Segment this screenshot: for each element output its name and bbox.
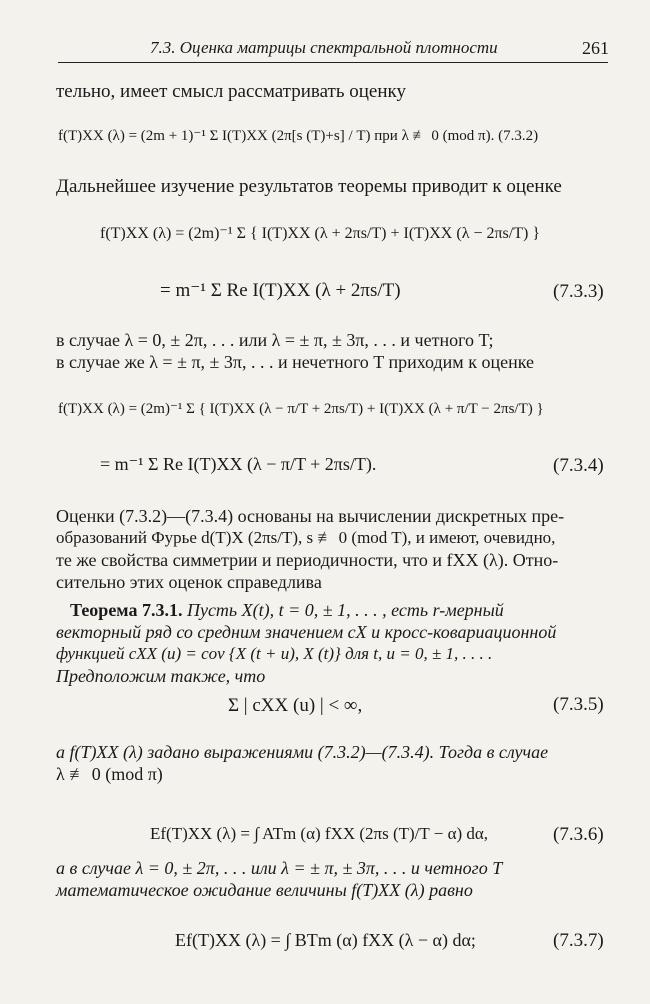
running-title: 7.3. Оценка матрицы спектральной плотности	[150, 38, 498, 57]
equation-number: (7.3.4)	[553, 455, 604, 476]
paragraph-line: а f(T)XX (λ) задано выражениями (7.3.2)—(7.3.4). Тогда в случае	[56, 742, 549, 762]
theorem-line: векторный ряд со средним значением cX и кросс-ковариационной	[56, 622, 557, 642]
theorem-title: Теорема 7.3.1.	[70, 600, 183, 620]
paragraph-line: а в случае λ = 0, ± 2π, . . . или λ = ± π, ± 3π, . . . и четного T	[56, 858, 503, 878]
paragraph-line: математическое ожидание величины f(T)XX (λ) равно	[56, 880, 473, 900]
theorem-line: Предположим также, что	[56, 666, 266, 686]
paragraph-line: в случае λ = 0, ± 2π, . . . или λ = ± π, ± 3π, . . . и четного T;	[56, 330, 494, 350]
paragraph-line: в случае же λ = ± π, ± 3π, . . . и нечетного T приходим к оценке	[56, 352, 534, 372]
equation-7-3-3-line1: f(T)XX (λ) = (2m)⁻¹ Σ { I(T)XX (λ + 2πs/T) + I(T)XX (λ − 2πs/T) }	[100, 225, 540, 242]
theorem-text: Пусть X(t), t = 0, ± 1, . . . , есть r-мерный	[186, 600, 504, 620]
paragraph-line: Дальнейшее изучение результатов теоремы приводит к оценке	[56, 176, 562, 197]
equation-number: (7.3.3)	[553, 281, 604, 302]
paragraph-line: тельно, имеет смысл рассматривать оценку	[56, 81, 406, 102]
paragraph-line: λ ≢ 0 (mod π)	[56, 764, 163, 784]
equation-7-3-4-line1: f(T)XX (λ) = (2m)⁻¹ Σ { I(T)XX (λ − π/T + 2πs/T) + I(T)XX (λ + π/T − 2πs/T) }	[58, 401, 544, 417]
equation-7-3-2: f(T)XX (λ) = (2m + 1)⁻¹ Σ I(T)XX (2π[s (T)+s] / T) при λ ≢ 0 (mod π). (7.3.2)	[58, 128, 539, 144]
equation-7-3-5: Σ | cXX (u) | < ∞,	[228, 695, 363, 716]
theorem-line: функцией cXX (u) = cov {X (t + u), X (t)} для t, u = 0, ± 1, . . . .	[56, 644, 493, 663]
theorem-heading	[70, 598, 504, 622]
equation-7-3-3-line2: = m⁻¹ Σ Re I(T)XX (λ + 2πs/T)	[160, 280, 401, 301]
paragraph-line: те же свойства симметрии и периодичности, что и fXX (λ). Отно-	[56, 550, 559, 570]
equation-number: (7.3.6)	[553, 824, 604, 845]
equation-7-3-4-line2: = m⁻¹ Σ Re I(T)XX (λ − π/T + 2πs/T).	[100, 454, 377, 474]
equation-7-3-7: Ef(T)XX (λ) = ∫ BTm (α) fXX (λ − α) dα;	[175, 930, 476, 950]
equation-number: (7.3.5)	[553, 694, 604, 715]
paragraph-line: сительно этих оценок справедлива	[56, 572, 322, 592]
page-number: 261	[582, 38, 609, 58]
equation-7-3-6: Ef(T)XX (λ) = ∫ ATm (α) fXX (2πs (T)/T − α) dα,	[150, 824, 489, 843]
header-rule	[58, 62, 608, 63]
paragraph-line: Оценки (7.3.2)—(7.3.4) основаны на вычислении дискретных пре-	[56, 506, 565, 526]
equation-number: (7.3.7)	[553, 930, 604, 951]
paragraph-line: образований Фурье d(T)X (2πs/T), s ≢ 0 (mod T), и имеют, очевидно,	[56, 528, 556, 547]
